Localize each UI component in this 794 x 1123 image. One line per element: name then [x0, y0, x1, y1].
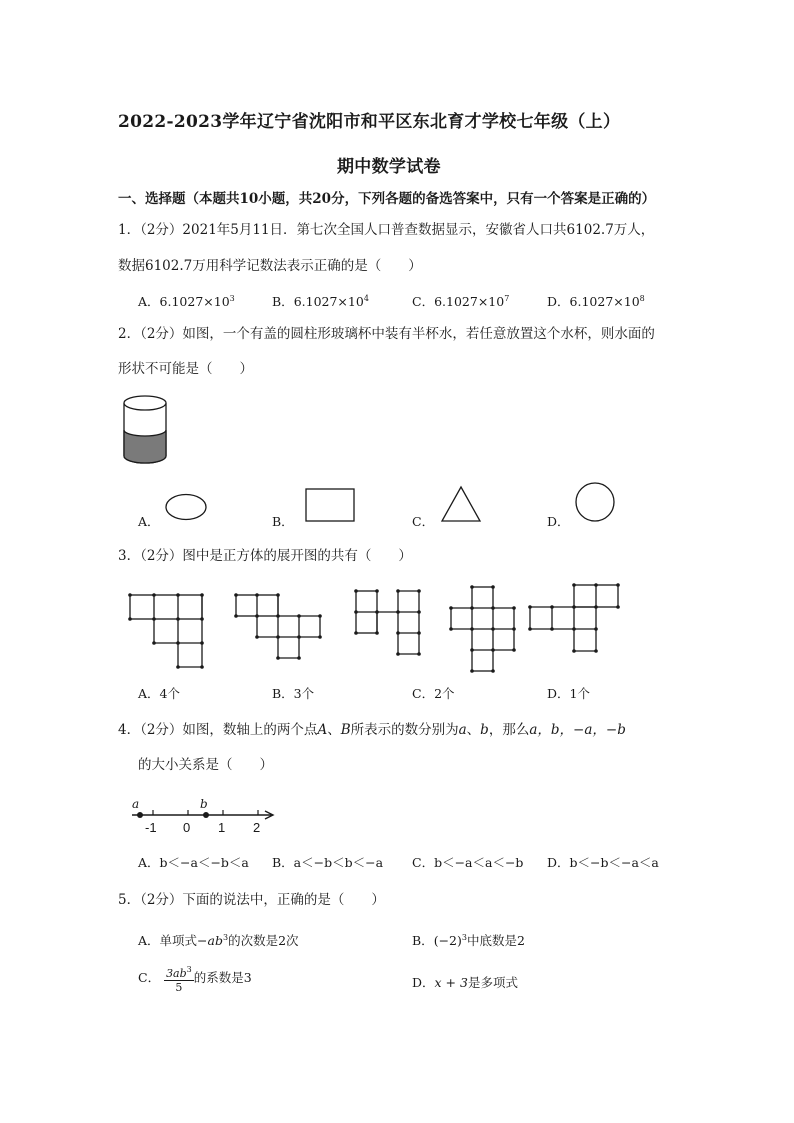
option-4b[interactable]: B．a＜−b＜b＜−a — [272, 855, 384, 870]
rectangle-shape — [305, 488, 355, 522]
cube-net-4 — [451, 587, 517, 673]
question-4-text: 4．（2分）如图，数轴上的两个点A、B所表示的数分别为a、b，那么a，b，−a，−b — [118, 722, 626, 738]
section-header: 一、选择题（本题共10小题，共20分，下列各题的备选答案中，只有一个答案是正确的） — [118, 191, 656, 207]
page-subtitle: 期中数学试卷 — [337, 157, 441, 177]
question-2-text: 2．（2分）如图，一个有盖的圆柱形玻璃杯中装有半杯水，若任意放置这个水杯，则水面的 — [118, 326, 655, 342]
option-5d[interactable]: D．x + 3是多项式 — [412, 975, 518, 990]
option-1c[interactable]: C．$6.1027\times 10^7$ — [412, 294, 510, 309]
ellipse-shape — [164, 493, 208, 521]
cube-net-1 — [130, 595, 206, 671]
point-a-label: a — [132, 797, 140, 811]
option-4c[interactable]: C．b＜−a＜a＜−b — [412, 855, 524, 870]
option-3a[interactable]: A．4个 — [138, 686, 180, 701]
tick-label: 2 — [253, 820, 261, 835]
option-1a[interactable]: A．$6.1027\times 10^3$ — [138, 294, 235, 309]
option-5a[interactable]: A．单项式$-ab^3$的次数是2次 — [138, 933, 299, 948]
tick-label: 0 — [183, 820, 191, 835]
option-1b[interactable]: B．$6.1027\times 10^4$ — [272, 294, 369, 309]
fraction: $\frac{3ab^3}{5}$ — [166, 965, 192, 994]
option-2a[interactable]: A． — [138, 514, 160, 529]
point-a-dot — [137, 812, 143, 818]
option-4a[interactable]: A．b＜−a＜−b＜a — [138, 855, 249, 870]
question-1-text: 1．（2分）2021年5月11日．第七次全国人口普查数据显示，安徽省人口共6102.7万人， — [118, 222, 655, 238]
triangle-shape — [441, 486, 481, 522]
option-1d[interactable]: D．$6.1027\times 10^8$ — [547, 294, 645, 309]
option-2c[interactable]: C． — [412, 514, 435, 529]
cylinder-cup-figure — [120, 392, 170, 467]
question-1-text-2: 数据6102.7万用科学记数法表示正确的是（ ） — [118, 258, 422, 274]
water-fill — [124, 430, 166, 463]
option-3b[interactable]: B．3个 — [272, 686, 315, 701]
question-2-text-2: 形状不可能是（ ） — [118, 361, 253, 377]
cube-net-2 — [236, 595, 326, 661]
circle-shape — [574, 481, 616, 523]
option-2b[interactable]: B． — [272, 514, 294, 529]
tick-label: 1 — [218, 820, 226, 835]
tick-label: -1 — [145, 820, 157, 835]
question-4-text-2: 的大小关系是（ ） — [138, 757, 273, 773]
number-line — [128, 795, 278, 835]
option-5c[interactable]: C． $\frac{3ab^3}{5}$ 的系数是3 — [138, 965, 252, 994]
option-5b[interactable]: B．$(-2)^3$中底数是2 — [412, 933, 525, 948]
cube-net-3 — [356, 591, 422, 657]
question-3-text: 3．（2分）图中是正方体的展开图的共有（ ） — [118, 548, 412, 564]
cube-net-5 — [530, 585, 622, 651]
option-3c[interactable]: C．2个 — [412, 686, 455, 701]
point-b-label: b — [200, 797, 208, 811]
page-title: 2022-2023学年辽宁省沈阳市和平区东北育才学校七年级（上） — [118, 112, 621, 132]
option-3d[interactable]: D．1个 — [547, 686, 590, 701]
question-5-text: 5．（2分）下面的说法中，正确的是（ ） — [118, 892, 385, 908]
option-4d[interactable]: D．b＜−b＜−a＜a — [547, 855, 659, 870]
option-2d[interactable]: D． — [547, 514, 570, 529]
point-b-dot — [203, 812, 209, 818]
